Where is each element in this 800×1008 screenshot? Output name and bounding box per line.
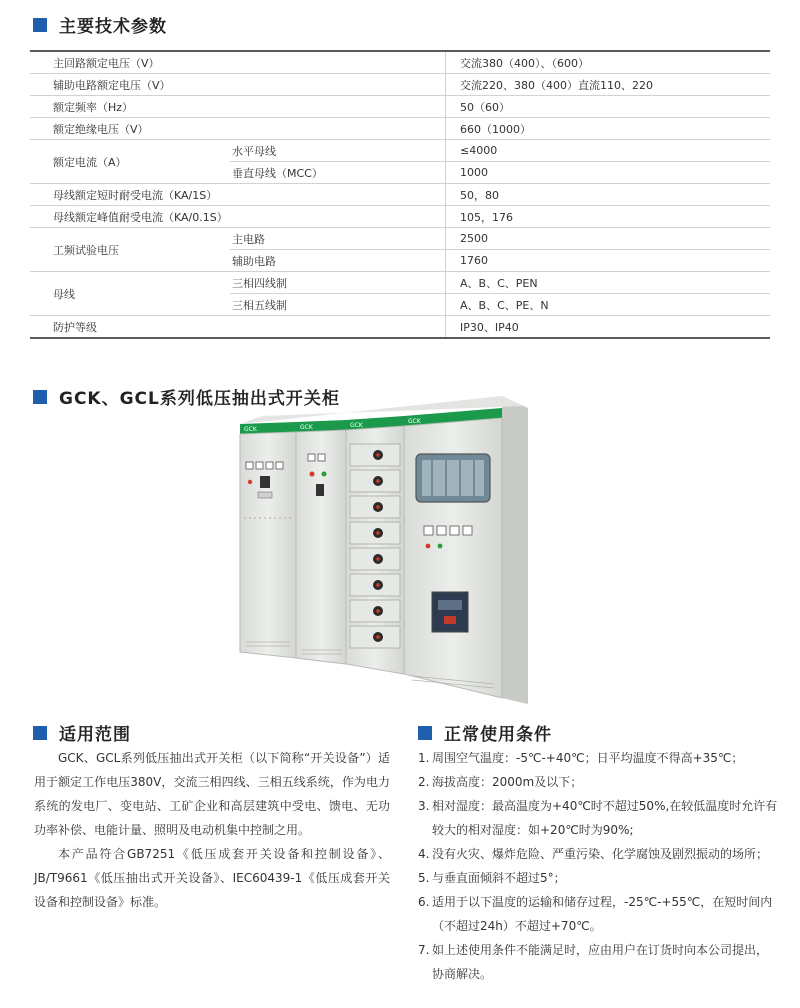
item-number: 2. <box>418 775 430 789</box>
spec-title-text: 主要技术参数 <box>59 17 167 37</box>
list-item <box>418 794 778 842</box>
row-value: ≤4000 <box>446 140 771 162</box>
row-value: A、B、C、PEN <box>446 272 771 294</box>
conditions-list <box>418 746 778 986</box>
conditions-title-text: 正常使用条件 <box>444 725 552 745</box>
row-value: 交流380（400）、（600） <box>446 51 771 74</box>
row-label: 额定频率（Hz） <box>30 96 446 118</box>
row-sublabel: 主电路 <box>230 228 446 250</box>
scope-paragraph-1: GCK、GCL系列低压抽出式开关柜（以下简称“开关设备”）适用于额定工作电压380V，交流三相四线、三相五线系统，作为电力系统的发电厂、变电站、工矿企业和高层建筑中受电、馈电、无功功率补偿、电能计量、照明及电动机集中控制之用。 <box>34 751 390 837</box>
row-value: 2500 <box>446 228 771 250</box>
table-row <box>30 184 770 206</box>
row-sublabel: 三相四线制 <box>230 272 446 294</box>
section-marker-icon <box>33 390 47 404</box>
table-row <box>30 74 770 96</box>
panel-label-2: GCK <box>300 424 313 431</box>
item-text: 与垂直面倾斜不超过5°； <box>432 871 566 885</box>
row-value: 1760 <box>446 250 771 272</box>
row-value: 交流220、380（400）直流110、220 <box>446 74 771 96</box>
product-title-text: GCK、GCL系列低压抽出式开关柜 <box>59 389 340 409</box>
scope-text <box>34 746 390 914</box>
row-value: 1000 <box>446 162 771 184</box>
item-number: 4. <box>418 847 430 861</box>
row-value: 660（1000） <box>446 118 771 140</box>
panel-label-3: GCK <box>350 422 363 429</box>
item-text: 周围空气温度：-5℃-+40℃；日平均温度不得高+35℃； <box>432 751 744 765</box>
row-sublabel: 三相五线制 <box>230 294 446 316</box>
table-row <box>30 316 770 339</box>
row-sublabel: 垂直母线（MCC） <box>230 162 446 184</box>
row-label: 主回路额定电压（V） <box>30 51 446 74</box>
row-value: 50（60） <box>446 96 771 118</box>
row-sublabel: 辅助电路 <box>230 250 446 272</box>
table-row <box>30 228 770 250</box>
list-item <box>418 746 778 770</box>
row-label: 母线额定峰值耐受电流（KA/0.1S） <box>30 206 446 228</box>
row-label: 辅助电路额定电压（V） <box>30 74 446 96</box>
item-number: 6. <box>418 895 430 909</box>
conditions-section-title <box>418 720 552 745</box>
spec-table <box>30 50 770 339</box>
item-number: 7. <box>418 943 430 957</box>
list-item <box>418 866 778 890</box>
scope-title-text: 适用范围 <box>59 725 131 745</box>
table-row <box>30 272 770 294</box>
row-label: 母线 <box>30 272 230 316</box>
list-item <box>418 938 778 986</box>
row-sublabel: 水平母线 <box>230 140 446 162</box>
item-text: 没有火灾、爆炸危险、严重污染、化学腐蚀及剧烈振动的场所； <box>432 847 769 861</box>
list-item <box>418 842 778 866</box>
table-row <box>30 140 770 162</box>
item-number: 3. <box>418 799 430 813</box>
row-label: 额定电流（A） <box>30 140 230 184</box>
row-label: 额定绝缘电压（V） <box>30 118 446 140</box>
spec-section-title <box>33 12 167 37</box>
section-marker-icon <box>33 18 47 32</box>
table-row <box>30 51 770 74</box>
panel-label-1: GCK <box>244 426 257 433</box>
row-value: IP30、IP40 <box>446 316 771 339</box>
table-row <box>30 118 770 140</box>
row-value: A、B、C、PE、N <box>446 294 771 316</box>
row-value: 50，80 <box>446 184 771 206</box>
item-text: 适用于以下温度的运输和储存过程，-25℃-+55℃，在短时间内（不超过24h）不超过+70℃。 <box>432 895 773 933</box>
item-text: 海拔高度：2000m及以下； <box>432 775 583 789</box>
switchgear-image <box>232 392 528 704</box>
row-label: 母线额定短时耐受电流（KA/1S） <box>30 184 446 206</box>
row-value: 105，176 <box>446 206 771 228</box>
item-text: 相对湿度：最高温度为+40℃时不超过50%,在较低温度时允许有较大的相对湿度：如+20℃时为90%; <box>432 799 778 837</box>
item-number: 1. <box>418 751 430 765</box>
item-text: 如上述使用条件不能满足时，应由用户在订货时向本公司提出，协商解决。 <box>432 943 769 981</box>
section-marker-icon <box>33 726 47 740</box>
scope-section-title <box>33 720 131 745</box>
section-marker-icon <box>418 726 432 740</box>
list-item <box>418 770 778 794</box>
table-row <box>30 206 770 228</box>
table-row <box>30 96 770 118</box>
row-label: 防护等级 <box>30 316 446 339</box>
item-number: 5. <box>418 871 430 885</box>
scope-paragraph-2: 本产品符合GB7251《低压成套开关设备和控制设备》、JB/T9661《低压抽出式开关设备》、IEC60439-1《低压成套开关设备和控制设备》标准。 <box>34 847 390 909</box>
list-item <box>418 890 778 938</box>
panel-label-4: GCK <box>408 418 421 425</box>
row-label: 工频试验电压 <box>30 228 230 272</box>
